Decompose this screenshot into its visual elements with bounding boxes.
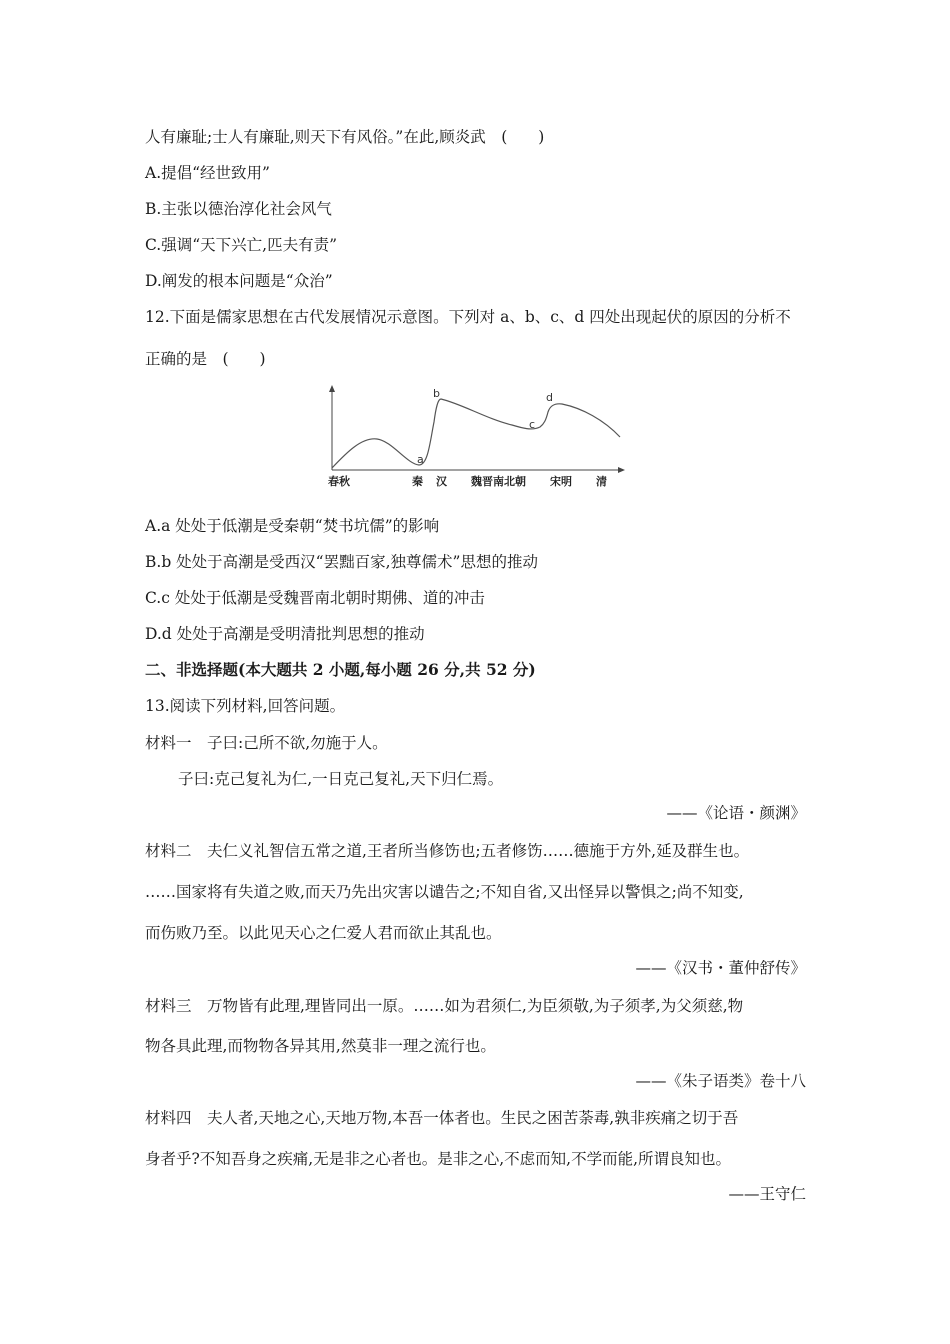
material-1-line1: 材料一 子曰:己所不欲,勿施于人。	[145, 734, 388, 752]
x-tick-label: 秦	[412, 475, 423, 488]
material-4-line1: 材料四 夫人者,天地之心,天地万物,本吾一体者也。生民之困苦荼毒,孰非疾痛之切于吾	[145, 1109, 739, 1127]
y-axis-arrow	[329, 385, 335, 392]
x-tick-label: 春秋	[328, 475, 350, 488]
x-tick-label: 汉	[436, 475, 447, 488]
material-3-line1: 材料三 万物皆有此理,理皆同出一原。……如为君须仁,为臣须敬,为子须孝,为父须慈,物	[145, 997, 744, 1015]
x-tick-label: 清	[596, 475, 607, 488]
point-label-a: a	[417, 453, 424, 466]
material-4-source: ——王守仁	[728, 1185, 806, 1203]
x-axis-arrow	[618, 467, 625, 473]
q11-option-a: A.提倡“经世致用”	[145, 164, 270, 182]
section-heading: 二、非选择题(本大题共 2 小题,每小题 26 分,共 52 分)	[145, 660, 536, 679]
q12-stem-line1: 12.下面是儒家思想在古代发展情况示意图。下列对 a、b、c、d 四处出现起伏的原因的分析不	[145, 308, 791, 326]
q12-option-b: B.b 处处于高潮是受西汉“罢黜百家,独尊儒术”思想的推动	[145, 553, 538, 571]
material-1-line2: 子曰:克己复礼为仁,一日克己复礼,天下归仁焉。	[178, 770, 504, 788]
q11-option-b: B.主张以德治淳化社会风气	[145, 200, 332, 218]
q12-stem-line2: 正确的是 ( )	[145, 350, 266, 368]
material-2-line3: 而伤败乃至。以此见天心之仁爱人君而欲止其乱也。	[145, 924, 502, 942]
material-4-line2: 身者乎?不知吾身之疾痛,无是非之心者也。是非之心,不虑而知,不学而能,所谓良知也。	[145, 1150, 732, 1168]
point-label-d: d	[546, 391, 553, 404]
x-tick-label: 宋明	[550, 475, 572, 488]
q11-option-d: D.阐发的根本问题是“众治”	[145, 272, 333, 290]
point-label-c: c	[529, 418, 536, 431]
q11-option-c: C.强调“天下兴亡,匹夫有责”	[145, 236, 338, 254]
q12-option-c: C.c 处处于低潮是受魏晋南北朝时期佛、道的冲击	[145, 589, 485, 607]
q13-intro: 13.阅读下列材料,回答问题。	[145, 697, 346, 715]
point-label-b: b	[433, 387, 440, 400]
material-1-source: ——《论语・颜渊》	[666, 804, 806, 822]
material-3-line2: 物各具此理,而物物各异其用,然莫非一理之流行也。	[145, 1037, 496, 1055]
material-2-source: ——《汉书・董仲舒传》	[635, 959, 806, 977]
q11-stem: 人有廉耻;士人有廉耻,则天下有风俗。”在此,顾炎武 ( )	[145, 128, 545, 146]
q12-option-a: A.a 处处于低潮是受秦朝“焚书坑儒”的影响	[145, 517, 440, 535]
trend-curve	[332, 399, 620, 468]
material-3-source: ——《朱子语类》卷十八	[635, 1072, 806, 1090]
x-tick-label: 魏晋南北朝	[471, 475, 526, 488]
q12-option-d: D.d 处处于高潮是受明清批判思想的推动	[145, 625, 425, 643]
material-2-line2: ……国家将有失道之败,而天乃先出灾害以谴告之;不知自省,又出怪异以警惧之;尚不知变,	[145, 883, 744, 901]
confucianism-development-diagram	[322, 382, 632, 492]
material-2-line1: 材料二 夫仁义礼智信五常之道,王者所当修饬也;五者修饬……德施于方外,延及群生也。	[145, 842, 750, 860]
